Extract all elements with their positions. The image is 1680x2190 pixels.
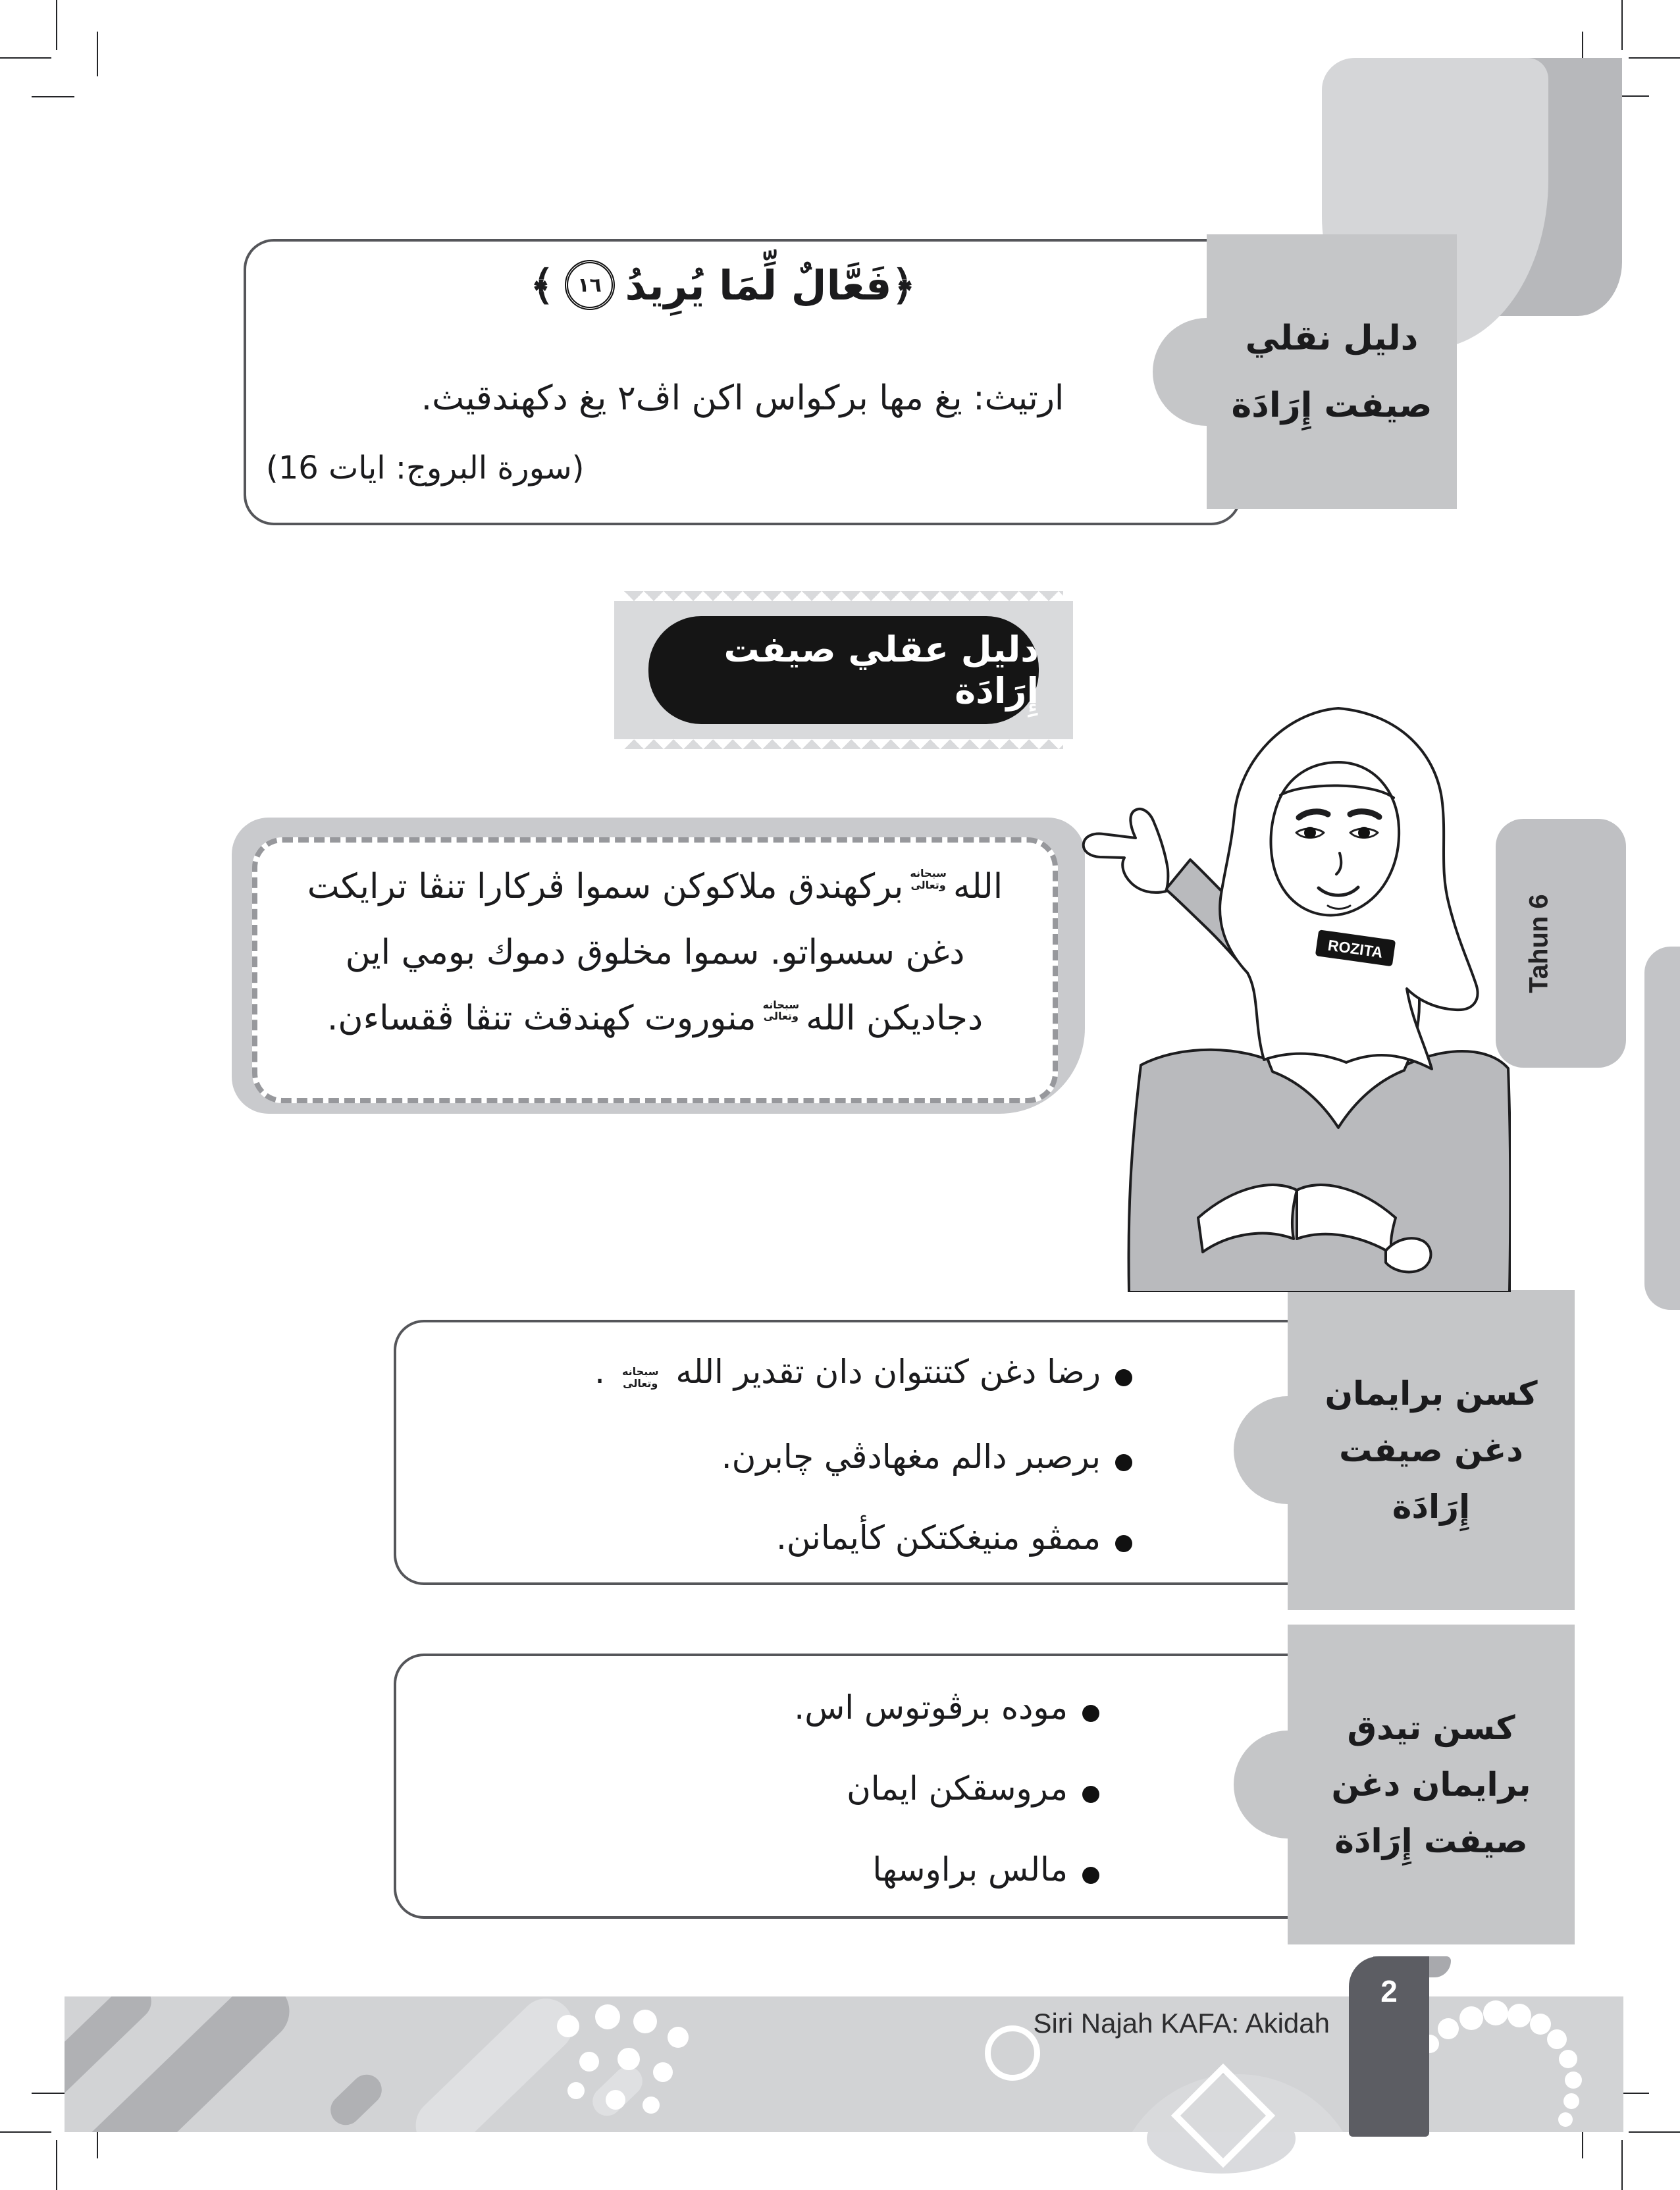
speech-line3-post: منوروت كهندقث تنڤا ڤقساءن. bbox=[327, 998, 756, 1038]
aqli-stamp-label: دليل عقلي صيفت إِرَادَة bbox=[648, 616, 1039, 724]
speech-line-1 bbox=[271, 868, 1039, 907]
footer-series-title: Siri Najah KAFA: Akidah bbox=[1033, 2008, 1330, 2039]
tahun-tab-label: Tahun 6 bbox=[1524, 893, 1554, 993]
speech-bubble bbox=[252, 837, 1058, 1103]
right-edge-tab-decoration bbox=[1644, 947, 1680, 1310]
bullet-dot-icon bbox=[1115, 1535, 1132, 1552]
svg-text:ROZITA: ROZITA bbox=[1326, 936, 1384, 961]
speech-line-2: دغن سسواتو. سموا مخلوق دموك بومي اين bbox=[345, 932, 965, 972]
page-number-ribbon bbox=[1349, 1956, 1429, 2137]
speech-line3-pre: دجاديكن الله bbox=[806, 998, 984, 1038]
naqli-side-panel bbox=[1207, 234, 1457, 509]
beriman-bullet-list bbox=[421, 1351, 1132, 1559]
aqli-stamp bbox=[614, 591, 1073, 749]
verse-close-bracket: ﴾ bbox=[530, 261, 554, 309]
verse-text: ﴿فَعَّالٌ لِّمَا يُرِيدُ bbox=[625, 261, 916, 309]
beriman-bullet2-text: برصبر دالم مغهادڤي چابرن. bbox=[721, 1437, 1101, 1476]
speech-line1-pre: الله bbox=[953, 867, 1003, 906]
beriman-bullet3-text: ممڤو منيغكتكن كأيمانن. bbox=[775, 1518, 1101, 1557]
bullet-dot-icon bbox=[1082, 1786, 1099, 1803]
list-item bbox=[421, 1767, 1099, 1810]
tidak-beriman-bullet-list bbox=[421, 1686, 1099, 1891]
tidak-beriman-panel-line1: كسن تيدق bbox=[1347, 1709, 1515, 1747]
list-item bbox=[421, 1517, 1132, 1559]
tab-tahun-6 bbox=[1496, 819, 1626, 1068]
tidak-beriman-bullet3-text: مالس براوسها bbox=[872, 1850, 1068, 1889]
tidak-beriman-bullet1-text: موده برڤوتوس اس. bbox=[794, 1688, 1068, 1727]
tidak-beriman-panel-line2: برايمان دغن bbox=[1331, 1765, 1531, 1804]
speech-line1-post: بركهندق ملاكوكن سموا ڤركارا تنڤا ترايكت bbox=[307, 867, 904, 906]
verse-source: (سورة البروج: ايات 16) bbox=[266, 450, 585, 486]
tidak-beriman-side-panel bbox=[1288, 1625, 1575, 1944]
tidak-beriman-bullet2-text: مروسقكن ايمان bbox=[847, 1769, 1068, 1808]
swt-calligraphy-icon: سبحانه وتعالى bbox=[910, 866, 947, 891]
verse-translation: ارتيث: يغ مها بركواس اكن اڤ٢ يغ دكهندقيث. bbox=[421, 378, 1064, 418]
teacher-illustration bbox=[1030, 696, 1511, 1292]
speech-line-3 bbox=[271, 999, 1039, 1039]
swt-calligraphy-icon: سبحانه وتعالى bbox=[762, 998, 800, 1023]
quran-verse bbox=[246, 260, 1199, 310]
beriman-panel-line2: دغن صيفت bbox=[1339, 1431, 1523, 1469]
naqli-evidence-box bbox=[244, 239, 1242, 525]
page-number: 2 bbox=[1380, 1974, 1398, 2008]
list-item bbox=[421, 1848, 1099, 1891]
beriman-side-panel bbox=[1288, 1290, 1575, 1610]
bullet-dot-icon bbox=[1082, 1867, 1099, 1884]
bullet-dot-icon bbox=[1115, 1454, 1132, 1471]
bullet-dot-icon bbox=[1082, 1705, 1099, 1722]
list-item bbox=[421, 1436, 1132, 1478]
naqli-panel-label-line1: دليل نقلي bbox=[1245, 318, 1419, 358]
list-item bbox=[421, 1686, 1099, 1729]
beriman-bullet1-text: رضا دغن كتنتوان دان تقدير الله bbox=[675, 1353, 1101, 1391]
bullet-dot-icon bbox=[1115, 1369, 1132, 1386]
list-item bbox=[421, 1351, 1132, 1397]
naqli-panel-label-line2: صيفت إِرَادَة bbox=[1231, 385, 1432, 425]
swt-calligraphy-icon: سبحانه وتعالى bbox=[621, 1365, 659, 1390]
beriman-bullet1-period: . bbox=[594, 1353, 606, 1391]
ayah-number-medallion: ١٦ bbox=[565, 260, 615, 310]
tidak-beriman-panel-line3: صيفت إِرَادَة bbox=[1334, 1822, 1528, 1860]
beriman-panel-line3: إِرَادَة bbox=[1392, 1488, 1471, 1526]
beriman-panel-line1: كسن برايمان bbox=[1325, 1374, 1538, 1413]
